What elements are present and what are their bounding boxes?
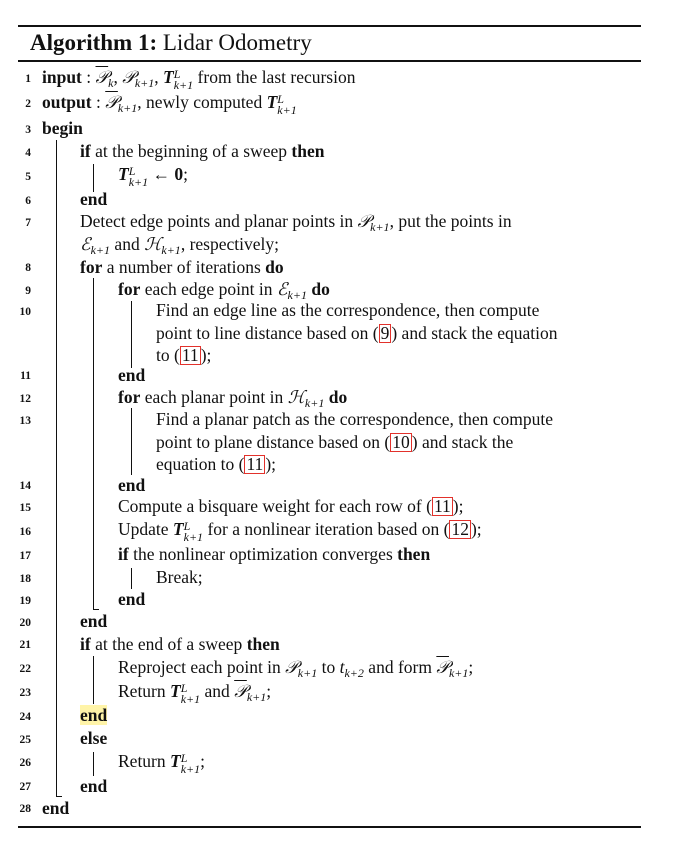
line-text: and form xyxy=(368,657,432,677)
line-text: each planar point in xyxy=(144,387,284,407)
sup-sub xyxy=(181,753,200,775)
line-13c xyxy=(156,453,276,475)
line-number: 15 xyxy=(19,502,31,514)
line-text: ) and stack the equation xyxy=(391,323,558,343)
line-text: Find a planar patch as the correspondence, then compute xyxy=(156,409,554,429)
sup-sub xyxy=(277,94,296,116)
symbol-h: ℋ xyxy=(287,387,305,407)
equation-ref-11[interactable]: 11 xyxy=(181,345,199,365)
line-text: Break; xyxy=(156,567,203,587)
line-number: 2 xyxy=(25,98,31,110)
line-text: Find an edge line as the correspondence, then compute xyxy=(156,300,540,320)
line-text: newly computed xyxy=(146,92,263,112)
line-number: 13 xyxy=(19,415,31,427)
symbol-p: 𝒫 xyxy=(436,657,449,677)
symbol-h: ℋ xyxy=(144,234,162,254)
kw-for: for xyxy=(80,257,103,277)
colon: : xyxy=(86,67,92,87)
algorithm-name: Lidar Odometry xyxy=(162,30,312,55)
symbol-p-bar xyxy=(436,657,449,677)
line-number: 28 xyxy=(19,803,31,815)
line-1 xyxy=(42,66,355,94)
symbol-t: T xyxy=(172,519,184,539)
kw-begin: begin xyxy=(42,118,83,138)
line-number: 26 xyxy=(19,757,31,769)
symbol-t: T xyxy=(118,164,129,184)
kw-end: end xyxy=(118,365,146,385)
line-text: ); xyxy=(200,345,212,365)
line-16 xyxy=(118,518,482,543)
line-number: 11 xyxy=(20,370,31,382)
line-text: to ( xyxy=(156,345,180,365)
equation-ref-11[interactable]: 11 xyxy=(433,496,451,516)
symbol-p-bar xyxy=(234,681,247,701)
symbol-e: ℰ xyxy=(80,234,91,254)
comma: , xyxy=(137,92,142,112)
line-text: Detect edge points and planar points in xyxy=(80,211,354,231)
symbol-t-time: t xyxy=(339,657,345,677)
symbol-p-bar xyxy=(96,67,109,87)
kw-if: if xyxy=(80,141,91,161)
line-number: 17 xyxy=(19,550,31,562)
line-number: 16 xyxy=(19,526,31,538)
kw-if: if xyxy=(80,634,91,654)
line-text: and xyxy=(204,681,230,701)
symbol-p-bar xyxy=(105,92,118,112)
sup-l: L xyxy=(183,519,191,533)
sup-l: L xyxy=(128,164,136,178)
line-number: 3 xyxy=(25,124,31,136)
comma: , xyxy=(113,67,118,87)
line-number: 10 xyxy=(19,306,31,318)
assign-arrow: ← xyxy=(152,164,171,184)
line-text: a number of iterations xyxy=(106,257,261,277)
if-end-block-line xyxy=(93,656,94,704)
header-rule xyxy=(18,60,641,62)
kw-then: then xyxy=(246,634,280,654)
symbol-p: 𝒫 xyxy=(105,92,118,112)
for-block-line xyxy=(93,278,94,610)
sub-k: k xyxy=(108,76,114,90)
line-number: 25 xyxy=(19,734,31,746)
line-text: point to plane distance based on ( xyxy=(156,432,391,452)
line-26 xyxy=(118,750,205,775)
line-text: ); xyxy=(265,454,277,474)
sup-sub xyxy=(174,69,193,91)
line-number: 24 xyxy=(19,711,31,723)
semicolon: ; xyxy=(200,751,206,771)
line-10a xyxy=(156,299,539,321)
else-block-line xyxy=(93,752,94,776)
algorithm-title xyxy=(30,27,312,58)
line-text: , put the points in xyxy=(389,211,512,231)
kw-end: end xyxy=(42,798,70,818)
line-number: 7 xyxy=(25,217,31,229)
line-number: 22 xyxy=(19,663,31,675)
line-text: at the beginning of a sweep xyxy=(95,141,288,161)
line-text: Reproject each point in xyxy=(118,657,281,677)
sup-l: L xyxy=(180,681,188,695)
line-number: 1 xyxy=(25,73,31,85)
equation-ref-9[interactable]: 9 xyxy=(380,323,390,343)
sub-k1: k+1 xyxy=(297,666,318,680)
sub-k1: k+1 xyxy=(161,243,181,257)
sup-l: L xyxy=(277,92,284,106)
algorithm-box xyxy=(18,0,641,844)
line-28 xyxy=(42,797,69,819)
kw-end: end xyxy=(80,189,108,209)
symbol-p: 𝒫 xyxy=(285,657,298,677)
line-10b xyxy=(156,322,558,344)
sub-k1: k+1 xyxy=(448,666,469,680)
algorithm-label: Algorithm 1: xyxy=(30,30,158,55)
comma: , xyxy=(154,67,159,87)
kw-else: else xyxy=(80,728,108,748)
line-number: 21 xyxy=(19,639,31,651)
line-number: 23 xyxy=(19,687,31,699)
line-27 xyxy=(80,775,107,797)
line-text: ); xyxy=(470,519,482,539)
kw-for: for xyxy=(118,279,141,299)
line-10c xyxy=(156,344,211,366)
sup-sub xyxy=(181,683,200,705)
kw-end: end xyxy=(118,589,146,609)
kw-then: then xyxy=(291,141,325,161)
line-25 xyxy=(80,727,107,749)
sub-k1: k+1 xyxy=(304,396,325,410)
sup-sub xyxy=(129,166,148,188)
line-text: Return xyxy=(118,751,166,771)
line-6 xyxy=(80,188,107,210)
line-number: 8 xyxy=(25,262,31,274)
begin-block-line xyxy=(56,140,57,797)
kw-end-highlighted: end xyxy=(80,705,108,725)
line-text: Compute a bisquare weight for each row of ( xyxy=(118,496,432,516)
line-number: 20 xyxy=(19,617,31,629)
line-15 xyxy=(118,495,464,517)
line-text: Update xyxy=(118,519,169,539)
sub-k1: k+1 xyxy=(90,243,111,257)
symbol-p: 𝒫 xyxy=(234,681,247,701)
sub-k1: k+1 xyxy=(287,288,307,302)
sub-k1: k+1 xyxy=(277,103,297,117)
kw-end: end xyxy=(118,475,146,495)
line-11 xyxy=(118,364,145,386)
line-3 xyxy=(42,117,83,139)
sup-sub xyxy=(184,521,203,543)
semicolon: ; xyxy=(183,164,189,184)
line-number: 27 xyxy=(19,781,31,793)
for-edge-block-line xyxy=(131,301,132,368)
line-text: equation to ( xyxy=(156,454,245,474)
line-13b xyxy=(156,431,513,453)
line-text: from the last recursion xyxy=(197,67,356,87)
line-text: at the end of a sweep xyxy=(95,634,243,654)
sup-l: L xyxy=(180,751,188,765)
sub-k1: k+1 xyxy=(180,692,201,706)
kw-if: if xyxy=(118,544,129,564)
sub-k1: k+1 xyxy=(128,175,149,189)
kw-then: then xyxy=(397,544,431,564)
line-19 xyxy=(118,588,145,610)
line-number: 18 xyxy=(19,573,31,585)
line-21 xyxy=(80,633,280,655)
line-text: ); xyxy=(452,496,464,516)
sub-k1: k+1 xyxy=(370,220,390,234)
line-number: 5 xyxy=(25,171,31,183)
line-2 xyxy=(42,91,297,119)
line-13a xyxy=(156,408,553,430)
line-5 xyxy=(118,163,188,188)
line-4 xyxy=(80,140,324,162)
line-20 xyxy=(80,610,107,632)
sub-k1: k+1 xyxy=(180,762,201,776)
if-converge-block-line xyxy=(131,568,132,589)
sub-k1: k+1 xyxy=(246,690,267,704)
line-text: point to line distance based on ( xyxy=(156,323,379,343)
semicolon: ; xyxy=(266,681,272,701)
kw-input: input xyxy=(42,67,82,87)
line-text: Return xyxy=(118,681,166,701)
line-number: 9 xyxy=(25,285,31,297)
symbol-t: T xyxy=(170,681,181,701)
sub-k1: k+1 xyxy=(134,76,155,90)
line-8 xyxy=(80,256,284,278)
sub-k1: k+1 xyxy=(183,530,204,544)
line-text: each edge point in xyxy=(144,279,273,299)
line-number: 4 xyxy=(25,147,31,159)
symbol-p: 𝒫 xyxy=(95,67,109,87)
sub-k2: k+2 xyxy=(344,666,364,680)
kw-do: do xyxy=(311,279,330,299)
line-23 xyxy=(118,680,271,708)
equation-ref-10[interactable]: 10 xyxy=(392,432,410,452)
symbol-t: T xyxy=(163,67,174,87)
symbol-e: ℰ xyxy=(276,279,288,299)
semicolon: ; xyxy=(468,657,474,677)
symbol-p: 𝒫 xyxy=(122,67,135,87)
symbol-t: T xyxy=(266,92,278,112)
line-14 xyxy=(118,474,145,496)
kw-end: end xyxy=(80,611,108,631)
line-24 xyxy=(80,704,107,726)
kw-do: do xyxy=(328,387,348,407)
line-18 xyxy=(156,566,203,588)
equation-ref-12[interactable]: 12 xyxy=(451,519,469,539)
line-text: to xyxy=(321,657,336,677)
line-number: 19 xyxy=(19,595,31,607)
kw-for: for xyxy=(118,387,141,407)
colon: : xyxy=(95,92,101,112)
sup-l: L xyxy=(173,67,181,81)
sub-k1: k+1 xyxy=(117,101,138,115)
kw-do: do xyxy=(265,257,284,277)
symbol-t: T xyxy=(170,751,181,771)
bottom-rule xyxy=(18,826,641,828)
symbol-p: 𝒫 xyxy=(357,211,371,231)
line-text: and xyxy=(114,234,140,254)
line-text: ) and stack the xyxy=(411,432,514,452)
line-text: the nonlinear optimization converges xyxy=(133,544,393,564)
line-number: 6 xyxy=(25,195,31,207)
equation-ref-11[interactable]: 11 xyxy=(246,454,264,474)
line-17 xyxy=(118,543,430,565)
line-number: 14 xyxy=(19,480,31,492)
line-number: 12 xyxy=(19,393,31,405)
line-text: , respectively; xyxy=(180,234,279,254)
kw-end: end xyxy=(80,776,108,796)
symbol-zero: 0 xyxy=(174,164,184,184)
sub-k1: k+1 xyxy=(173,78,194,92)
for-planar-block-line xyxy=(131,408,132,475)
line-text: for a nonlinear iteration based on ( xyxy=(207,519,450,539)
kw-output: output xyxy=(42,92,92,112)
